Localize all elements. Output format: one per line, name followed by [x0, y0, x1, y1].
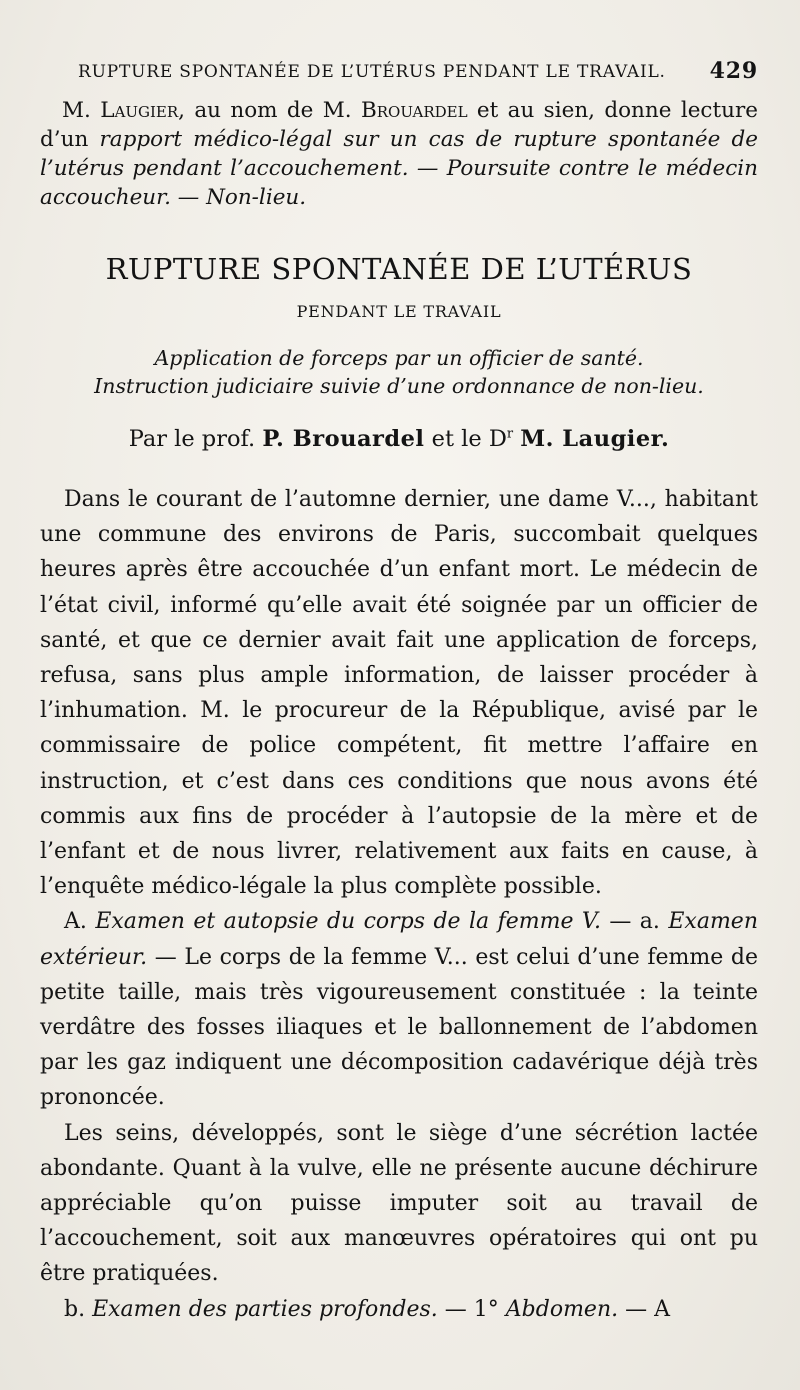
article-summary-line-1: Application de forceps par un officier de santé.	[154, 346, 644, 370]
para2-subheading: Examen extérieur.	[40, 909, 758, 970]
para4-sep: — 1°	[437, 1296, 499, 1322]
para2-letter: A.	[64, 909, 87, 935]
article-subtitle: PENDANT LE TRAVAIL	[296, 302, 502, 321]
para4-letter: b.	[64, 1296, 86, 1322]
article-title: RUPTURE SPONTANÉE DE L’UTÉRUS	[105, 252, 693, 286]
byline-prefix: Par le prof.	[128, 426, 256, 452]
author-brouardel: P. Brouardel	[262, 426, 425, 452]
body-paragraph-3: Les seins, développés, sont le siège d’une sécrétion lactée abondante. Quant à la vulve, elle ne présente aucune déchirure appréciable qu’on puisse imputer soit au travail de l’accouchement, soit aux manœuvres opératoires qui ont pu être pratiquées.	[40, 1120, 758, 1287]
intro-text-3: et au sien, donne lecture d’un	[40, 98, 758, 152]
author-laugier: M. Laugier.	[520, 426, 670, 452]
running-head	[78, 60, 758, 88]
para2-sep: — a.	[600, 909, 660, 935]
para4-text: — A	[618, 1296, 670, 1322]
byline	[40, 426, 758, 452]
intro-text-2: , au nom de M.	[178, 98, 352, 123]
body-paragraph-1: Dans le courant de l’automne dernier, une dame V..., habitant une commune des environs de Paris, succombait quelques heures après être accouchée d’un enfant mort. Le médecin de l’état civil, informé qu’elle avait été soignée par un officier de santé, et que ce dernier avait fait une application de forceps, refusa, sans plus ample information, de laisser procéder à l’inhumation. M. le procureur de la République, avisé par le commissaire de police compétent, fit mettre l’affaire en instruction, et c’est dans ces conditions que nous avons été commis aux fins de procéder à l’autopsie de la mère et de l’enfant et de nous livrer, relativement aux faits en cause, à l’enquête médico-légale la plus complète possible.	[40, 487, 758, 900]
para2-heading: Examen et autopsie du corps de la femme V.	[95, 909, 601, 935]
intro-paragraph	[40, 96, 758, 212]
byline-dr-sup: r	[506, 426, 514, 442]
para4-heading: Examen des parties profondes.	[92, 1296, 438, 1322]
article-body	[40, 482, 758, 1327]
byline-mid: et le D	[431, 426, 507, 452]
body-paragraph-2	[40, 904, 758, 1115]
para4-subheading: Abdomen.	[505, 1296, 619, 1322]
para2-text: — Le corps de la femme V... est celui d’une femme de petite taille, mais très vigoureusement constituée : la teinte verdâtre des fosses iliaques et le ballonnement de l’abdomen par les gaz indiquent une décomposition cadavérique déjà très prononcée.	[40, 944, 758, 1111]
running-head-title: RUPTURE SPONTANÉE DE L’UTÉRUS PENDANT LE TRAVAIL.	[78, 62, 666, 82]
intro-text-1: M.	[62, 98, 91, 123]
intro-name-laugier: Laugier	[100, 98, 179, 123]
body-paragraph-4	[40, 1292, 758, 1327]
page-number: 429	[709, 58, 758, 84]
article-summary-line-2: Instruction judiciaire suivie d’une ordonnance de non-lieu.	[94, 374, 704, 398]
intro-name-brouardel: Brouardel	[360, 98, 468, 123]
intro-report-title: rapport médico-légal sur un cas de rupture spontanée de l’utérus pendant l’accouchement. — Poursuite contre le médecin accoucheur. — Non-lieu.	[40, 127, 758, 210]
